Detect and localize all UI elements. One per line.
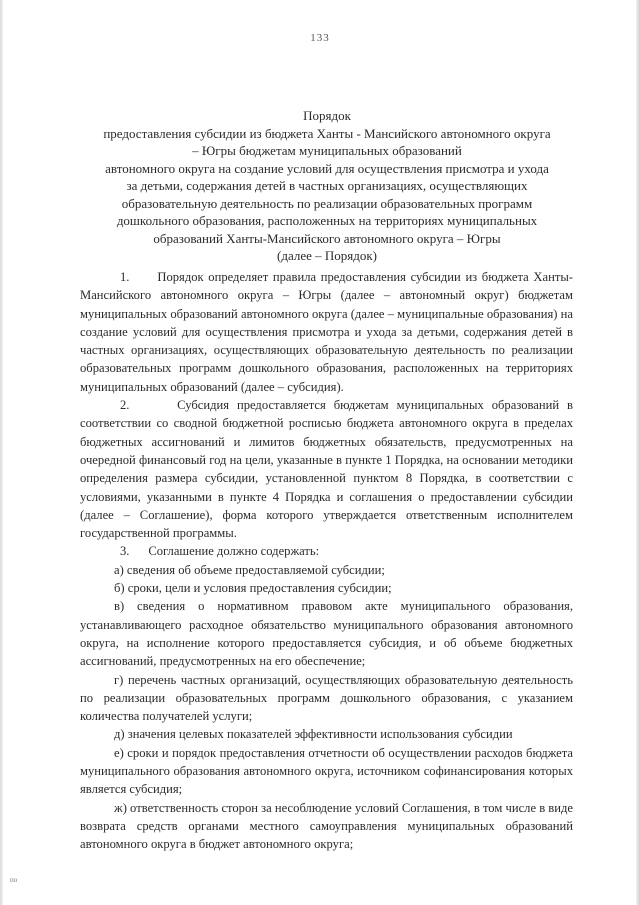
- subitem-v: в) сведения о нормативном правовом акте муниципального образования, устанавливающего расходное обязательство муниципального образования автономного округа, на исполнение которого предоставляется субсидия, и об объеме бюджетных ассигнований, предусмотренных на его обеспечение;: [80, 599, 573, 669]
- paragraph-3: 3. Соглашение должно содержать:: [120, 544, 320, 559]
- title-line: предоставления субсидии из бюджета Ханты - Мансийского автономного округа: [103, 125, 551, 141]
- subitem-e: е) сроки и порядок предоставления отчетности об осуществлении расходов бюджета муниципального образования автономного округа, источником софинансирования которых является субсидия;: [80, 745, 573, 797]
- title-line: за детьми, содержания детей в частных организациях, осуществляющих: [126, 178, 528, 193]
- subitem-b: б) сроки, цели и условия предоставления субсидии;: [114, 581, 392, 596]
- subitem-zh: ж) ответственность сторон за несоблюдение условий Соглашения, в том числе в виде возврата средств органами местного самоуправления муниципальных образований автономного округа в бюджет автономного округа;: [80, 800, 573, 852]
- subitem-g: г) перечень частных организаций, осуществляющих образовательную деятельность по реализации образовательных программ дошкольного образования, с указанием количества получателей услуги;: [80, 672, 573, 724]
- paragraph-2: 2. Субсидия предоставляется бюджетам муниципальных образований в соответствии со сводной бюджетной росписью бюджета автономного округа в пределах бюджетных ассигнований и лимитов бюджетных обязательств, предусмотренных на очередной финансовый год на цели, указанные в пункте 1 Порядка, на основании методики определения размера субсидии, установленной пунктом 8 Порядка, в соответствии с условиями, указанными в пункте 4 Порядка и соглашения о предоставлении субсидии (далее – Соглашение), форма которого утверждается ответственным исполнителем государственной программы.: [80, 398, 573, 541]
- title-line: – Югры бюджетам муниципальных образований: [192, 143, 462, 158]
- paragraph-1: 1. Порядок определяет правила предоставления субсидии из бюджета Ханты-Мансийского автономного округа – Югры (далее – автономный округ) бюджетам муниципальных образований автономного округа (далее – муниципальные образования) на создание условий для осуществления присмотра и ухода за детьми, содержания детей в частных организациях, осуществляющих образовательную деятельность по реализации образовательных программ дошкольного образования, расположенных на территориях муниципальных образований (далее – субсидия).: [80, 270, 573, 394]
- title-line: образований Ханты-Мансийского автономного округа – Югры: [153, 230, 501, 246]
- title-heading: Порядок: [303, 108, 351, 123]
- title-line: образовательную деятельность по реализации образовательных программ: [121, 195, 533, 211]
- document-title: [82, 107, 572, 265]
- title-line: автономного округа на создание условий для осуществления присмотра и ухода: [105, 160, 549, 176]
- document-body: [80, 268, 573, 854]
- scan-edge-right: [636, 0, 640, 905]
- scan-edge-left: [0, 0, 3, 905]
- subitem-a: а) сведения об объеме предоставляемой субсидии;: [114, 562, 385, 577]
- title-line: дошкольного образования, расположенных на территориях муниципальных: [116, 213, 538, 228]
- page-number: 133: [310, 32, 330, 44]
- title-line: (далее – Порядок): [277, 248, 377, 263]
- subitem-d: д) значения целевых показателей эффективности использования субсидии: [114, 727, 513, 742]
- footer-mark: по: [10, 876, 18, 884]
